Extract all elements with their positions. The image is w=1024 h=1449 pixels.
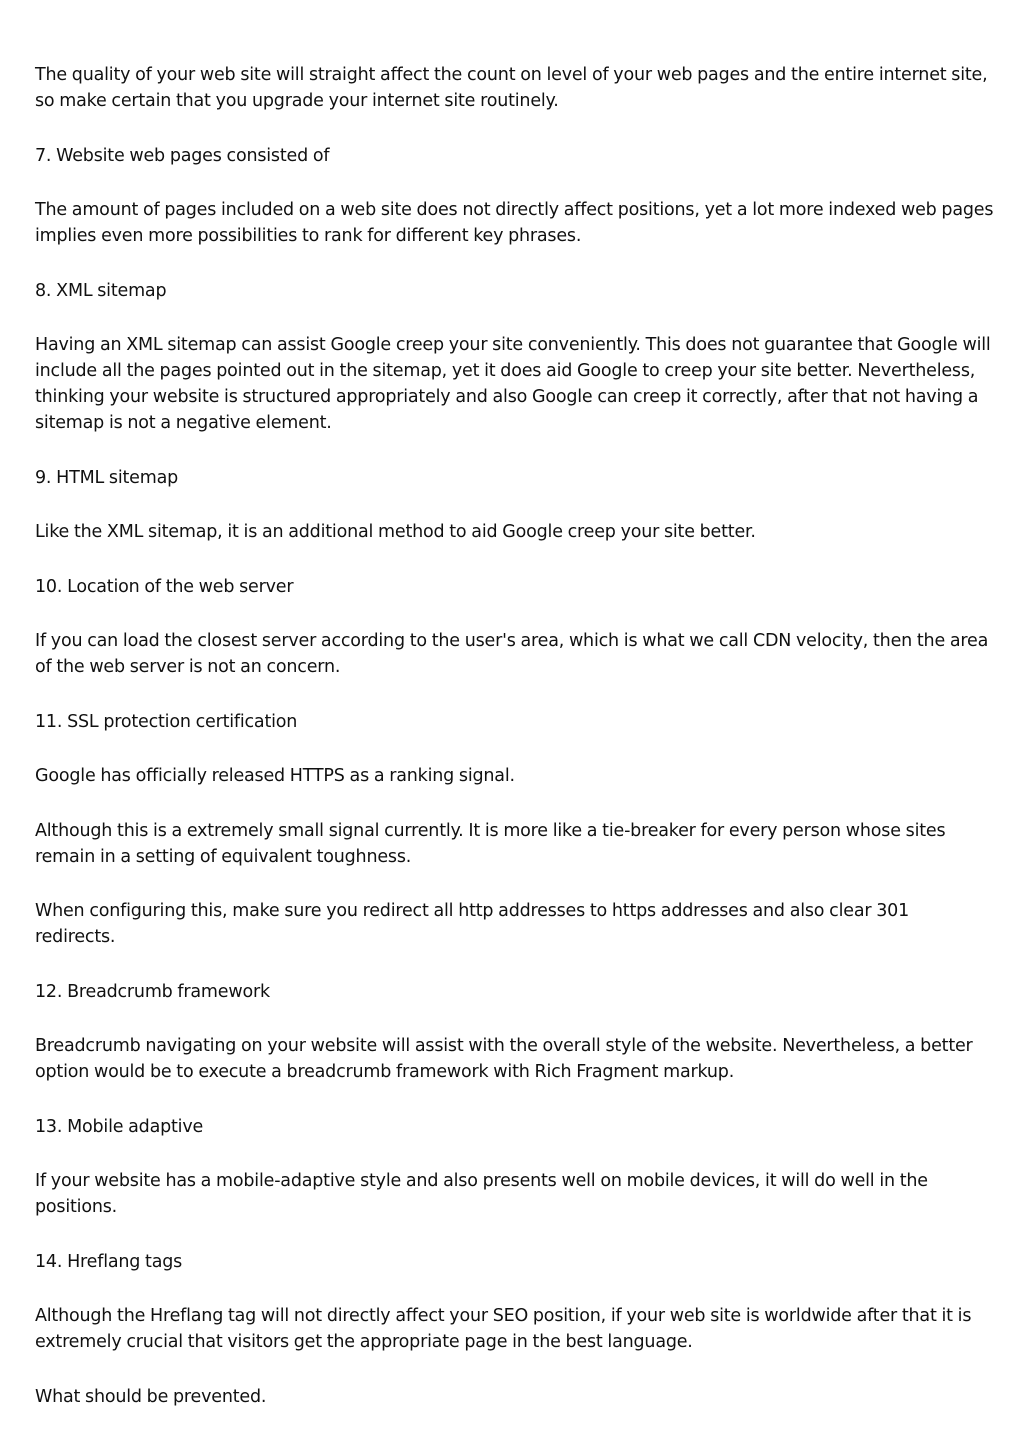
paragraph-what-to-prevent: What should be prevented. (35, 1386, 267, 1407)
paragraph-hreflang: Although the Hreflang tag will not directly affect your SEO position, if your web site is worldwide after that it is extremely crucial that visitors get the appropriate page in the best language. (35, 1306, 972, 1352)
paragraph-xml-sitemap: Having an XML sitemap can assist Google creep your site conveniently. This does not guarantee that Google will include all the pages pointed out in the sitemap, yet it does aid Google to creep your site better. Nevertheless, thinking your website is structured appropriately and also Google can creep it correctly, after that not having a sitemap is not a negative element. (35, 335, 991, 433)
heading-server-location: 10. Location of the web server (35, 576, 294, 597)
heading-website-pages: 7. Website web pages consisted of (35, 145, 330, 166)
paragraph-breadcrumb: Breadcrumb navigating on your website will assist with the overall style of the website. Nevertheless, a better option would be to execute a breadcrumb framework with Rich Fragment markup. (35, 1036, 973, 1082)
heading-breadcrumb: 12. Breadcrumb framework (35, 981, 270, 1002)
paragraph-html-sitemap: Like the XML sitemap, it is an additional method to aid Google creep your site better. (35, 522, 756, 542)
heading-hreflang: 14. Hreflang tags (35, 1251, 183, 1272)
paragraph-pages-included: The amount of pages included on a web site does not directly affect positions, yet a lot more indexed web pages implies even more possibilities to rank for different key phrases. (35, 200, 994, 246)
paragraph-https-signal: Google has officially released HTTPS as a ranking signal. (35, 766, 515, 786)
paragraph-mobile-adaptive: If your website has a mobile-adaptive style and also presents well on mobile devices, it will do well in the positions. (35, 1171, 928, 1217)
heading-html-sitemap: 9. HTML sitemap (35, 467, 179, 488)
heading-mobile-adaptive: 13. Mobile adaptive (35, 1116, 204, 1137)
paragraph-content-quality: The quality of your web site will straight affect the count on level of your web pages and the entire internet site, so make certain that you upgrade your internet site routinely. (35, 65, 988, 111)
paragraph-tie-breaker: Although this is a extremely small signal currently. It is more like a tie-breaker for every person whose sites remain in a setting of equivalent toughness. (35, 820, 946, 867)
paragraph-redirects: When configuring this, make sure you redirect all http addresses to https addresses and also clear 301 redirects. (35, 901, 910, 947)
heading-xml-sitemap: 8. XML sitemap (35, 280, 167, 301)
heading-ssl-certification: 11. SSL protection certification (35, 711, 298, 732)
paragraph-server-location: If you can load the closest server according to the user's area, which is what we call CDN velocity, then the area of the web server is not an concern. (35, 631, 989, 677)
